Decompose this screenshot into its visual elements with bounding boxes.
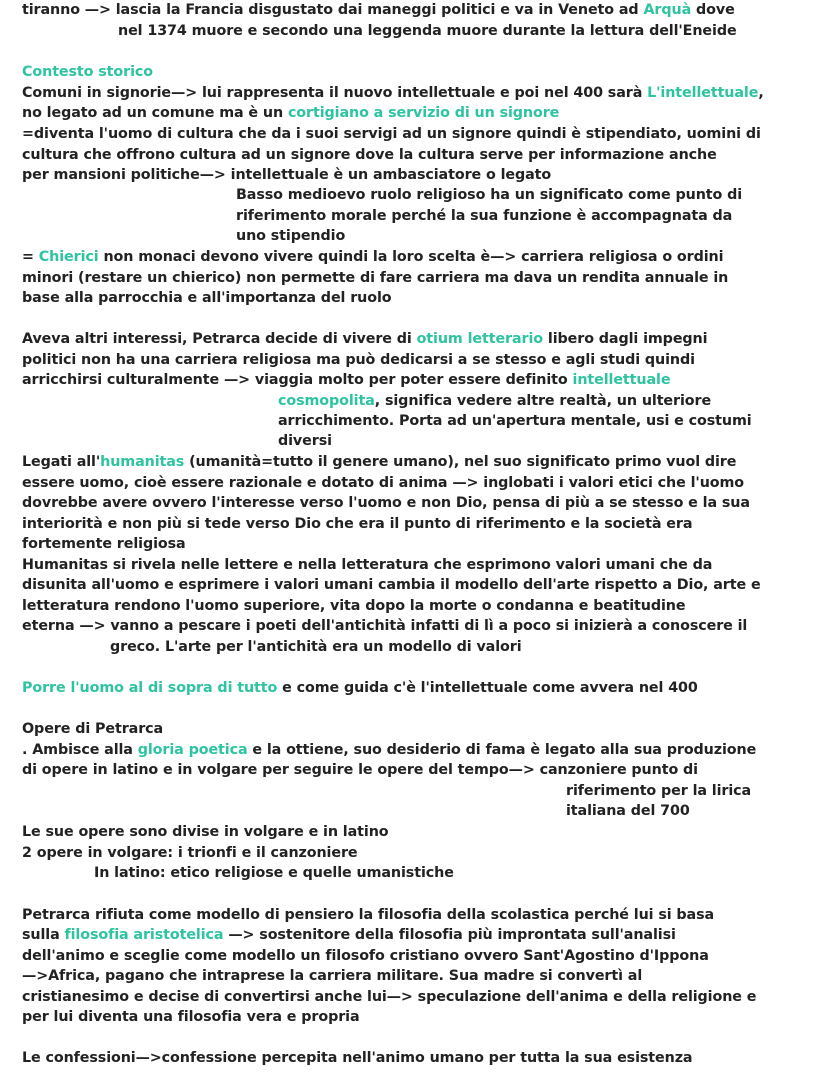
line-text: Le sue opere sono divise in volgare e in latino (22, 824, 389, 840)
text-line (22, 760, 698, 780)
line-text: nel 1374 muore e secondo una leggenda muore durante la lettura dell'Eneide (118, 23, 737, 39)
text-line (94, 863, 454, 883)
text-line (22, 966, 642, 986)
text-line (22, 843, 358, 863)
highlighted-term: filosofia aristotelica (64, 927, 224, 943)
text-line (110, 637, 522, 657)
line-text: uno stipendio (236, 228, 346, 244)
text-line (236, 185, 742, 205)
text-line (22, 493, 750, 513)
text-line (22, 247, 723, 267)
line-text: arricchirsi culturalmente —> viaggia molto per poter essere definito (22, 372, 573, 388)
text-line (22, 83, 764, 103)
line-text: eterna —> vanno a pescare i poeti dell'antichità infatti di lì a poco si inizierà a conoscere il (22, 618, 748, 634)
line-text: e la ottiene, suo desiderio di fama è legato alla sua produzione (247, 742, 757, 758)
text-line (566, 801, 690, 821)
text-line (22, 534, 186, 554)
text-line (22, 103, 559, 123)
highlighted-term: Contesto storico (22, 64, 153, 80)
text-line (22, 596, 685, 616)
highlighted-term: humanitas (100, 454, 185, 470)
text-line (22, 1048, 692, 1068)
line-text: riferimento morale perché la sua funzione è accompagnata da (236, 208, 733, 224)
line-text: dove (691, 2, 735, 18)
line-text: no legato ad un comune ma è un (22, 105, 288, 121)
line-text: fortemente religiosa (22, 536, 186, 552)
text-line (22, 946, 709, 966)
text-line (22, 822, 389, 842)
line-text: minori (restare un chierico) non permette di fare carriera ma dava un rendita annuale in (22, 270, 729, 286)
text-line (236, 226, 345, 246)
text-line (22, 1007, 360, 1027)
highlighted-term: gloria poetica (137, 742, 248, 758)
line-text: cultura che offrono cultura ad un signore dove la cultura serve per informazione anche (22, 147, 717, 163)
line-text: essere uomo, cioè essere razionale e dotato di anima —> inglobati i valori etici che l'uomo (22, 475, 745, 491)
text-line (22, 370, 670, 390)
line-text: diversi (278, 433, 332, 449)
line-text: = (22, 249, 39, 265)
text-line (22, 575, 761, 595)
highlighted-term: Chierici (38, 249, 99, 265)
text-line (22, 288, 392, 308)
line-text: Petrarca rifiuta come modello di pensiero la filosofia della scolastica perché lui si basa (22, 907, 715, 923)
line-text: e come guida c'è l'intellettuale come avvera nel 400 (277, 680, 698, 696)
line-text: —>Africa, pagano che intraprese la carriera militare. Sua madre si convertì al (22, 968, 643, 984)
text-line (22, 555, 712, 575)
text-line (22, 145, 717, 165)
line-text: interiorità e non più si tede verso Dio che era il punto di riferimento e la società era (22, 516, 693, 532)
text-line (22, 329, 707, 349)
line-text: dell'animo e sceglie come modello un filosofo cristiano ovvero Sant'Agostino d'Ippona (22, 948, 709, 964)
line-text: sulla (22, 927, 65, 943)
text-line (22, 514, 692, 534)
text-line (236, 206, 732, 226)
line-text: —> sostenitore della filosofia più improntata sull'analisi (223, 927, 676, 943)
text-line (22, 616, 747, 636)
text-line (22, 987, 756, 1007)
line-text: Comuni in signorie—> lui rappresenta il nuovo intellettuale e poi nel 400 sarà (22, 85, 648, 101)
line-text: arricchimento. Porta ad un'apertura mentale, usi e costumi (278, 413, 752, 429)
line-text: , (758, 85, 764, 101)
line-text: base alla parrocchia e all'importanza del ruolo (22, 290, 392, 306)
line-text: Legati all' (22, 454, 101, 470)
highlighted-term: cortigiano a servizio di un signore (287, 105, 560, 121)
text-line (118, 21, 737, 41)
line-text: per lui diventa una filosofia vera e propria (22, 1009, 360, 1025)
line-text: Basso medioevo ruolo religioso ha un significato come punto di (236, 187, 743, 203)
line-text: (umanità=tutto il genere umano), nel suo significato primo vuol dire (184, 454, 737, 470)
text-line (22, 925, 676, 945)
line-text: italiana del 700 (566, 803, 690, 819)
line-text: Opere di Petrarca (22, 721, 164, 737)
line-text: dovrebbe avere ovvero l'interesse verso l'uomo e non Dio, pensa di più a se stesso e la sua (22, 495, 750, 511)
line-text: per mansioni politiche—> intellettuale è un ambasciatore o legato (22, 167, 552, 183)
text-line (22, 678, 698, 698)
highlighted-term: otium letterario (416, 331, 544, 347)
text-line (22, 124, 761, 144)
text-line (22, 165, 551, 185)
line-text: . Ambisce alla (22, 742, 138, 758)
line-text: Le confessioni—>confessione percepita nell'animo umano per tutta la sua esistenza (22, 1050, 693, 1066)
text-line (278, 391, 711, 411)
line-text: non monaci devono vivere quindi la loro scelta è—> carriera religiosa o ordini (98, 249, 724, 265)
line-text: In latino: etico religiose e quelle umanistiche (94, 865, 454, 881)
text-line (278, 431, 332, 451)
text-line (22, 452, 736, 472)
line-text: politici non ha una carriera religiosa ma può dedicarsi a se stesso e agli studi quindi (22, 352, 695, 368)
line-text: letteratura rendono l'uomo superiore, vita dopo la morte o condanna e beatitudine (22, 598, 686, 614)
text-line (566, 781, 751, 801)
line-text: Humanitas si rivela nelle lettere e nella letteratura che esprimono valori umani che da (22, 557, 713, 573)
line-text: greco. L'arte per l'antichità era un modello di valori (110, 639, 522, 655)
text-line (22, 268, 728, 288)
line-text: disunita all'uomo e esprimere i valori umani cambia il modello dell'arte rispetto a Dio, arte e (22, 577, 761, 593)
line-text: Aveva altri interessi, Petrarca decide di vivere di (22, 331, 417, 347)
text-line (22, 740, 756, 760)
text-line (22, 350, 695, 370)
highlighted-term: intellettuale (572, 372, 671, 388)
line-text: libero dagli impegni (543, 331, 708, 347)
line-text: cristianesimo e decise di convertirsi anche lui—> speculazione dell'anima e della religione e (22, 989, 757, 1005)
highlighted-term: Arquà (643, 2, 692, 18)
line-text: di opere in latino e in volgare per seguire le opere del tempo—> canzoniere punto di (22, 762, 698, 778)
text-line (22, 905, 714, 925)
section-heading (22, 719, 163, 739)
highlighted-term: L'intellettuale (647, 85, 759, 101)
line-text: tiranno —> lascia la Francia disgustato dai maneggi politici e va in Veneto ad (22, 2, 644, 18)
line-text: 2 opere in volgare: i trionfi e il canzoniere (22, 845, 358, 861)
highlighted-term: Porre l'uomo al di sopra di tutto (22, 680, 278, 696)
highlighted-term: cosmopolita (278, 393, 375, 409)
line-text: , significa vedere altre realtà, un ulteriore (374, 393, 712, 409)
text-line (22, 0, 735, 20)
line-text: riferimento per la lirica (566, 783, 752, 799)
line-text: =diventa l'uomo di cultura che da i suoi servigi ad un signore quindi è stipendiato, uomini di (22, 126, 761, 142)
text-line (278, 411, 752, 431)
text-line (22, 473, 744, 493)
section-heading (22, 62, 153, 82)
